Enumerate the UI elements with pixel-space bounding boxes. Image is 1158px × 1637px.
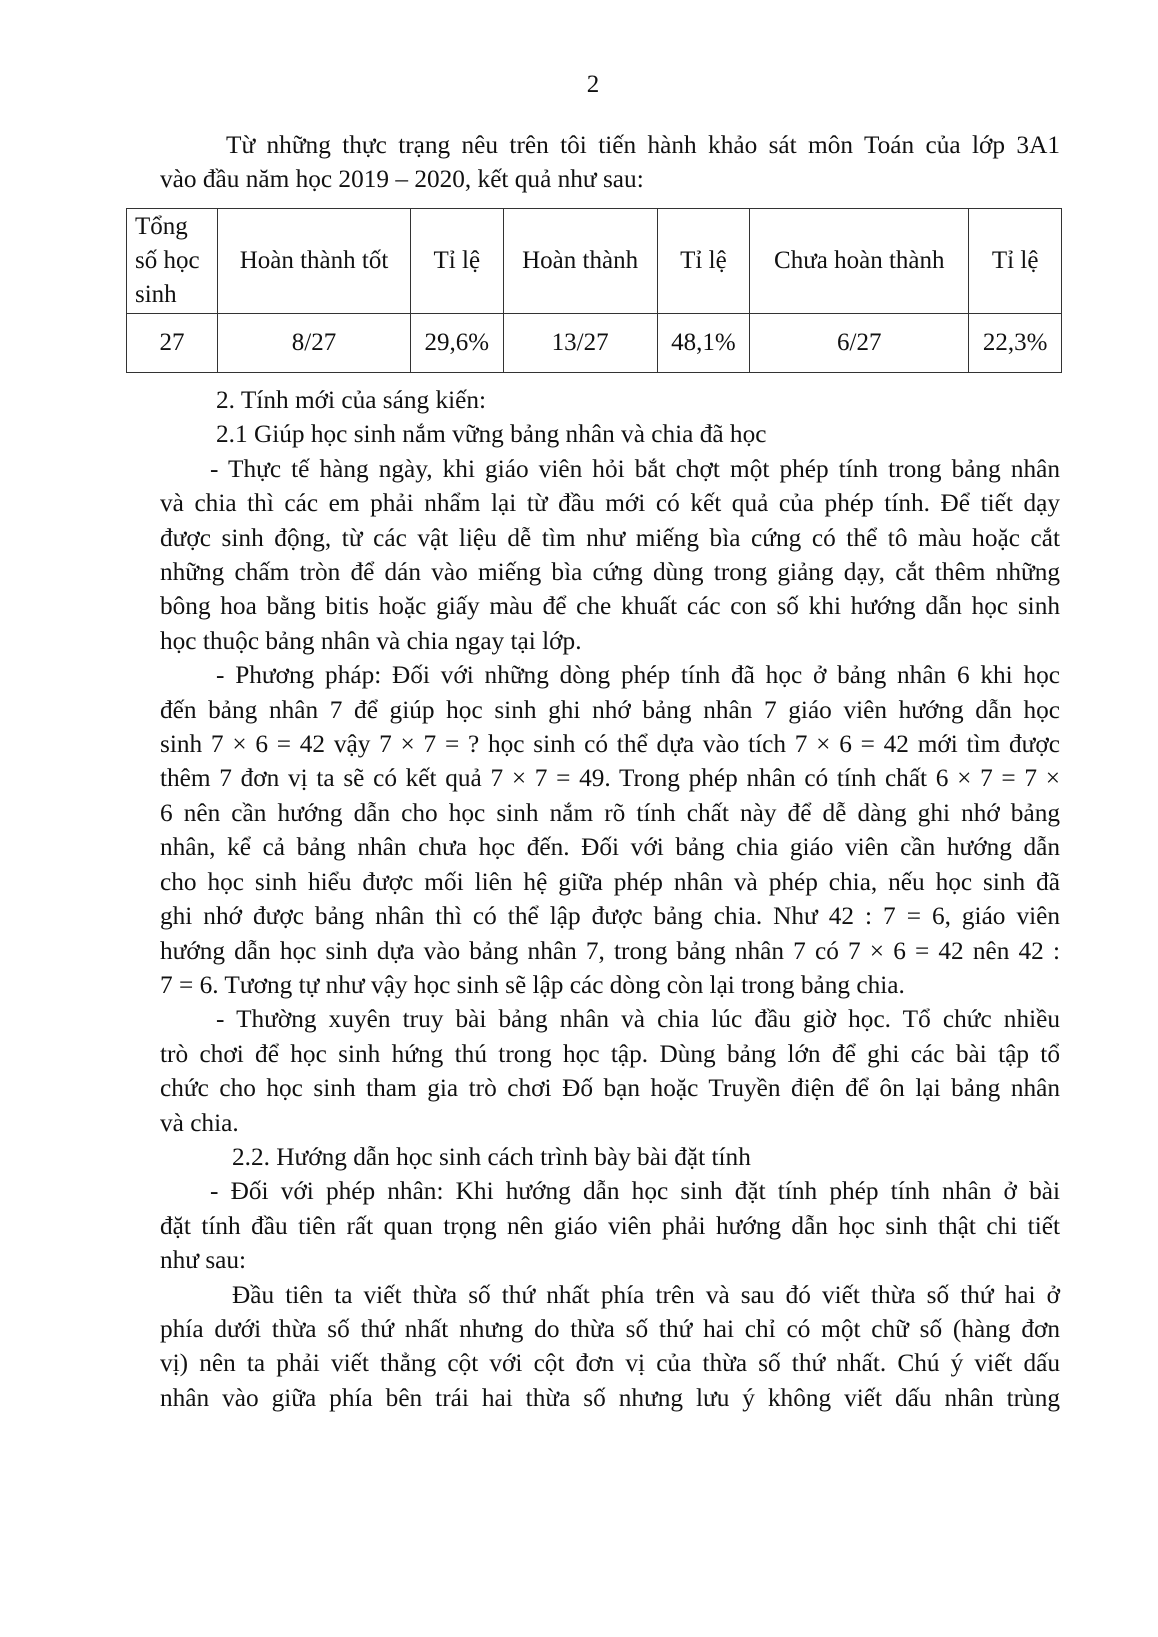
header-excellent: Hoàn thành tốt [218,209,411,314]
table-header-row [127,209,1062,314]
text-line: Đầu tiên ta viết thừa số thứ nhất phía trên và sau đó viết thừa số thứ hai ở [232,1280,1060,1309]
text-line: nhân, kể cả bảng nhân chưa học đến. Đối với bảng chia giáo viên cần hướng dẫn [160,833,1060,862]
text-line: những chấm tròn để dán vào miếng bìa cứng dùng trong giảng dạy, cắt thêm những [160,558,1060,587]
document-body [160,383,1060,1415]
subsection-heading: 2.2. Hướng dẫn học sinh cách trình bày bài đặt tính [232,1142,751,1171]
paragraph [160,1278,1060,1416]
text-line: - Đối với phép nhân: Khi hướng dẫn học sinh đặt tính phép tính nhân ở bài [210,1177,1060,1206]
text-line: hướng dẫn học sinh dựa vào bảng nhân 7, trong bảng nhân 7 có 7 × 6 = 42 nên 42 : [160,936,1060,965]
header-text: số học [135,247,200,274]
text-line: sinh 7 × 6 = 42 vậy 7 × 7 = ? học sinh có thể dựa vào tích 7 × 6 = 42 mới tìm được [160,730,1060,759]
header-incomplete: Chưa hoàn thành [750,209,969,314]
text-line: phía dưới thừa số thứ nhất nhưng do thừa số thứ hai chỉ có một chữ số (hàng đơn [160,1314,1060,1343]
page-number: 2 [586,71,600,98]
survey-results-table [126,208,1062,373]
subsection-heading: 2.1 Giúp học sinh nắm vững bảng nhân và chia đã học [216,420,767,449]
text-line: như sau: [160,1246,247,1275]
text-line: Từ những thực trạng nêu trên tôi tiến hành khảo sát môn Toán của lớp 3A1 [226,131,1060,159]
text-line: nhân vào giữa phía bên trái hai thừa số nhưng lưu ý không viết dấu nhân trùng [160,1383,1060,1412]
text-line: thêm 7 đơn vị ta sẽ có kết quả 7 × 7 = 49. Trong phép nhân có tính chất 6 × 7 = 7 × [160,764,1060,793]
header-rate: Tỉ lệ [410,209,503,314]
text-line: - Phương pháp: Đối với những dòng phép tính đã học ở bảng nhân 6 khi học [216,661,1060,690]
text-line: chức cho học sinh tham gia trò chơi Đố bạn hoặc Truyền điện để ôn lại bảng nhân [160,1074,1060,1103]
paragraph [160,1174,1060,1277]
text-line: 7 = 6. Tương tự như vậy học sinh sẽ lập các dòng còn lại trong bảng chia. [160,970,905,999]
text-line: và chia thì các em phải nhẩm lại từ đầu mới có kết quả của phép tính. Để tiết dạy [160,489,1060,518]
text-line: học thuộc bảng nhân và chia ngay tại lớp. [160,626,582,655]
table-cell: 29,6% [410,314,503,373]
paragraph [160,452,1060,658]
text-line: ghi nhớ được bảng nhân thì có thể lập được bảng chia. Như 42 : 7 = 6, giáo viên [160,902,1060,931]
header-text: sinh [135,281,177,308]
text-line: và chia. [160,1108,239,1137]
text-line: - Thường xuyên truy bài bảng nhân và chia lúc đầu giờ học. Tổ chức nhiều [216,1005,1060,1034]
text-line: trò chơi để học sinh hứng thú trong học tập. Dùng bảng lớn để ghi các bài tập tổ [160,1039,1060,1068]
table-cell: 27 [127,314,218,373]
text-line: đến bảng nhân 7 để giúp học sinh ghi nhớ bảng nhân 7 giáo viên hướng dẫn học [160,695,1060,724]
header-rate: Tỉ lệ [969,209,1062,314]
table-cell: 48,1% [657,314,750,373]
header-text: Tổng [135,213,188,240]
paragraph [160,1002,1060,1140]
text-line: được sinh động, từ các vật liệu dễ tìm như miếng bìa cứng có thể tô màu hoặc cắt [160,523,1060,552]
text-line: vào đầu năm học 2019 – 2020, kết quả như sau: [160,165,644,194]
text-line: cho học sinh hiểu được mối liên hệ giữa phép nhân và phép chia, nếu học sinh đã [160,867,1060,896]
table-row [127,314,1062,373]
table-cell: 8/27 [218,314,411,373]
text-line: đặt tính đầu tiên rất quan trọng nên giáo viên phải hướng dẫn học sinh thật chi tiết [160,1211,1060,1240]
section-heading: 2. Tính mới của sáng kiến: [216,386,487,414]
table-cell: 13/27 [503,314,657,373]
header-total-students [127,209,218,314]
text-line: vị) nên ta phải viết thẳng cột với cột đơn vị của thừa số thứ nhất. Chú ý viết dấu [160,1349,1060,1378]
header-rate: Tỉ lệ [657,209,750,314]
text-line: bông hoa bằng bitis hoặc giấy màu để che khuất các con số khi hướng dẫn học sinh [160,592,1060,621]
table-cell: 22,3% [969,314,1062,373]
text-line: - Thực tế hàng ngày, khi giáo viên hỏi bắt chợt một phép tính trong bảng nhân [210,454,1060,483]
intro-paragraph [160,128,1060,197]
header-complete: Hoàn thành [503,209,657,314]
table-cell: 6/27 [750,314,969,373]
paragraph [160,658,1060,1002]
text-line: 6 nên cần hướng dẫn cho học sinh nắm rõ tính chất này để dễ dàng ghi nhớ bảng [160,798,1060,827]
